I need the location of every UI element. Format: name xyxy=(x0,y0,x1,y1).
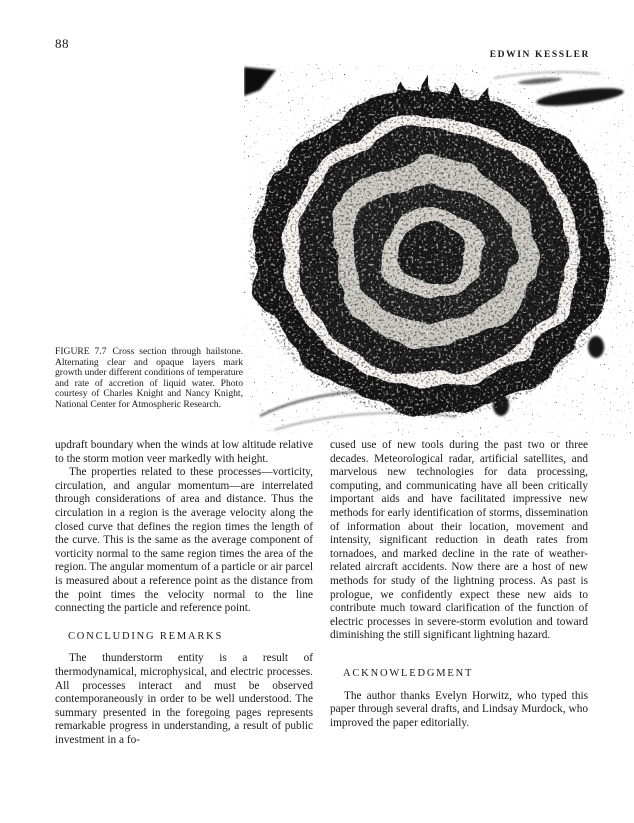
right-paragraph-continuation: cused use of new tools during the past two or three decades. Meteorological radar, artificial satellites, and marvelous new technologies for data processing, computing, and communicating have all been critically important aids and have facilitated impressive new methods for early identification of storms, dissemination of information about their location, movement and intensity, significant reduction in death rates from tornadoes, and marked decline in the rate of weather-related aircraft accidents. Now there are a host of new methods for study of the lightning process. As past is prologue, we confidently expect these new aids to contribute much toward clarification of the function of electric processes in severe-storm evolution and toward diminishing the still significant lightning hazard. xyxy=(330,439,588,642)
left-paragraph-thunderstorm: The thunderstorm entity is a result of thermodynamical, microphysical, and electric processes. All processes interact and must be observed contemporaneously in order to be well understood. The summary presented in the foregoing pages represents remarkable progress in understanding, a result of public investment in a fo- xyxy=(55,652,313,746)
left-paragraph-continuation: updraft boundary when the winds at low altitude relative to the storm motion veer markedly with height. xyxy=(55,439,313,465)
right-paragraph-acknowledgment: The author thanks Evelyn Horwitz, who typed this paper through several drafts, and Lindsay Murdock, who improved the paper editorially. xyxy=(330,689,588,729)
hailstone-photo-graphic xyxy=(244,64,634,438)
left-paragraph-properties: The properties related to these processes—vorticity, circulation, and angular momentum—are interrelated through considerations of area and distance. Thus the circulation in a region is the average velocity along the closed curve that defines the region times the length of the curve. This is the same as the average component of vorticity normal to the same region times the area of the region. The angular momentum of a particle or air parcel is measured about a reference point as the distance from the point times the velocity normal to the line connecting the particle and reference point. xyxy=(55,466,313,615)
heading-concluding-remarks: CONCLUDING REMARKS xyxy=(68,630,224,642)
page-number: 88 xyxy=(55,36,69,51)
running-head: EDWIN KESSLER xyxy=(489,50,590,60)
hailstone-photo xyxy=(244,64,634,438)
right-column xyxy=(330,439,588,730)
figure-caption-label: FIGURE 7.7 xyxy=(55,346,107,357)
figure-caption xyxy=(55,347,243,411)
left-column xyxy=(55,439,313,747)
heading-acknowledgment: ACKNOWLEDGMENT xyxy=(343,667,474,679)
figure-caption-text: Cross section through hailstone. Alternating clear and opaque layers mark growth under different conditions of temperature and rate of accretion of liquid water. Photo courtesy of Charles Knight and Nancy Knight, National Center for Atmospheric Research. xyxy=(55,346,243,410)
